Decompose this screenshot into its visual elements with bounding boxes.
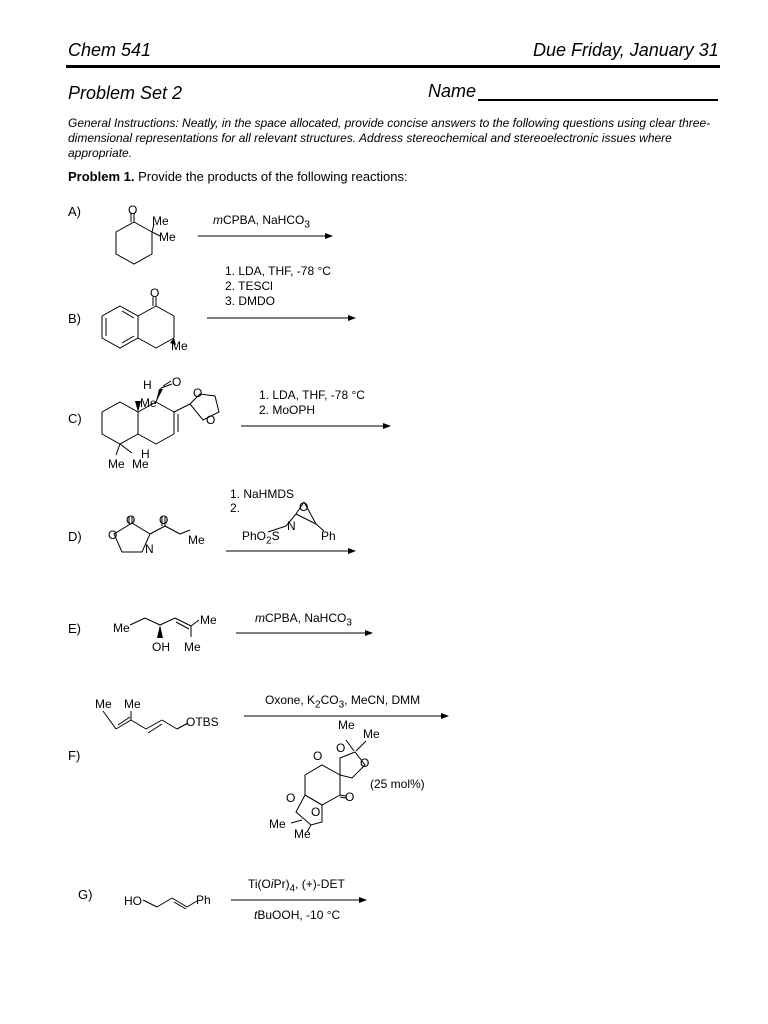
c-o-2: O (206, 413, 216, 427)
shi-catalyst (291, 740, 366, 832)
c-o-1: O (193, 386, 203, 400)
reagent-f-sub-1: 2 (315, 699, 321, 711)
reagent-e-sub: 3 (346, 617, 352, 629)
d-reag-ph: Ph (321, 529, 336, 543)
reagent-b-step-2: 2. TESCl (225, 279, 273, 293)
course-title: Chem 541 (68, 40, 152, 60)
d-n: N (145, 542, 154, 556)
label-e: E) (68, 621, 81, 636)
molecule-e (130, 618, 199, 637)
molecule-f (103, 711, 188, 733)
label-a: A) (68, 204, 81, 219)
reagent-f-tail: , MeCN, DMM (344, 693, 421, 707)
reagent-g-t: t (254, 908, 258, 922)
cat-o-4: O (345, 790, 355, 804)
reagent-g-det: , (+)-DET (295, 877, 345, 891)
d-o-ring: O (108, 528, 118, 542)
e-me-3: Me (184, 640, 201, 654)
reagent-d-pho: PhO (242, 529, 267, 543)
due-date: Due Friday, January 31 (533, 40, 719, 60)
reagent-f-sub-2: 3 (338, 699, 345, 711)
molecule-b (102, 297, 174, 348)
reagent-f-oxone: Oxone, K (265, 693, 316, 707)
reagent-f-co: CO (320, 693, 339, 707)
d-o-1: O (126, 513, 136, 527)
molecule-g (143, 898, 197, 909)
c-me: Me (140, 396, 157, 410)
problem-1-text: Provide the products of the following reactions: (134, 169, 408, 184)
reagent-e-prefix: m (255, 611, 265, 625)
reagent-c-step-2: 2. MoOPH (259, 403, 316, 417)
f-me-1: Me (95, 697, 112, 711)
label-b: B) (68, 311, 81, 326)
wedge-e (157, 625, 163, 638)
g-ho: HO (124, 894, 142, 908)
b-me: Me (171, 339, 188, 353)
d-me: Me (188, 533, 205, 547)
cat-o-5: O (286, 791, 296, 805)
label-d: D) (68, 529, 82, 544)
c-me-2: Me (132, 457, 149, 471)
wedge-c-cho (156, 389, 163, 402)
cat-o-6: O (311, 805, 321, 819)
d-o-2: O (159, 513, 169, 527)
c-h: H (141, 447, 150, 461)
e-me-2: Me (200, 613, 217, 627)
label-f: F) (68, 748, 81, 763)
reagent-g-sub: 4 (289, 883, 296, 895)
cat-me-2: Me (363, 727, 380, 741)
cat-me-4: Me (294, 827, 311, 841)
reagent-d-step-2: 2. (230, 501, 241, 515)
d-reag-n: N (287, 519, 296, 533)
a-me-2: Me (159, 230, 176, 244)
reagent-b-step-1: 1. LDA, THF, -78 °C (225, 264, 331, 278)
reagent-g-ti: Ti(O (248, 877, 271, 891)
reagent-c-step-1: 1. LDA, THF, -78 °C (259, 388, 365, 402)
f-otbs: OTBS (186, 715, 219, 729)
general-instructions: General Instructions: Neatly, in the space allocated, provide concise answers to the following questions using clear three-dimensional representations for all relevant structures. Address stereochemical and stereoelectronic issues where appropriate. (68, 116, 711, 160)
b-o: O (150, 286, 160, 300)
e-oh: OH (152, 640, 170, 654)
reagent-d-sub: 2 (266, 535, 272, 547)
reagent-a-sub: 3 (304, 219, 310, 231)
problem-set-title: Problem Set 2 (68, 83, 183, 103)
reagent-a-prefix: m (213, 213, 223, 227)
e-me-1: Me (113, 621, 130, 635)
reagent-g-i: i (270, 877, 274, 891)
cat-o-1: O (313, 749, 323, 763)
cat-o-3: O (360, 756, 370, 770)
label-c: C) (68, 411, 82, 426)
f-me-2: Me (124, 697, 141, 711)
c-o-ald: O (172, 375, 182, 389)
reagent-g-buooh: BuOOH, -10 °C (257, 908, 341, 922)
reagent-f-loading: (25 mol%) (370, 777, 425, 791)
name-label: Name (428, 81, 477, 101)
cat-me-3: Me (269, 817, 286, 831)
label-g: G) (78, 887, 93, 902)
reagent-e-text: CPBA, NaHCO (265, 611, 347, 625)
cat-me-1: Me (338, 718, 355, 732)
c-h-ald: H (143, 378, 152, 392)
g-ph: Ph (196, 893, 211, 907)
reagent-a-text: CPBA, NaHCO (223, 213, 305, 227)
problem-1-number: Problem 1. (68, 169, 135, 184)
d-reag-o: O (299, 500, 309, 514)
reagent-b-step-3: 3. DMDO (225, 294, 276, 308)
a-o: O (128, 203, 138, 217)
c-me-1: Me (108, 457, 125, 471)
reagent-d-step-1: 1. NaHMDS (230, 487, 295, 501)
cat-o-2: O (336, 741, 346, 755)
reagent-g-pr: Pr) (273, 877, 290, 891)
a-me-1: Me (152, 214, 169, 228)
reagent-d-s: S (271, 529, 280, 543)
